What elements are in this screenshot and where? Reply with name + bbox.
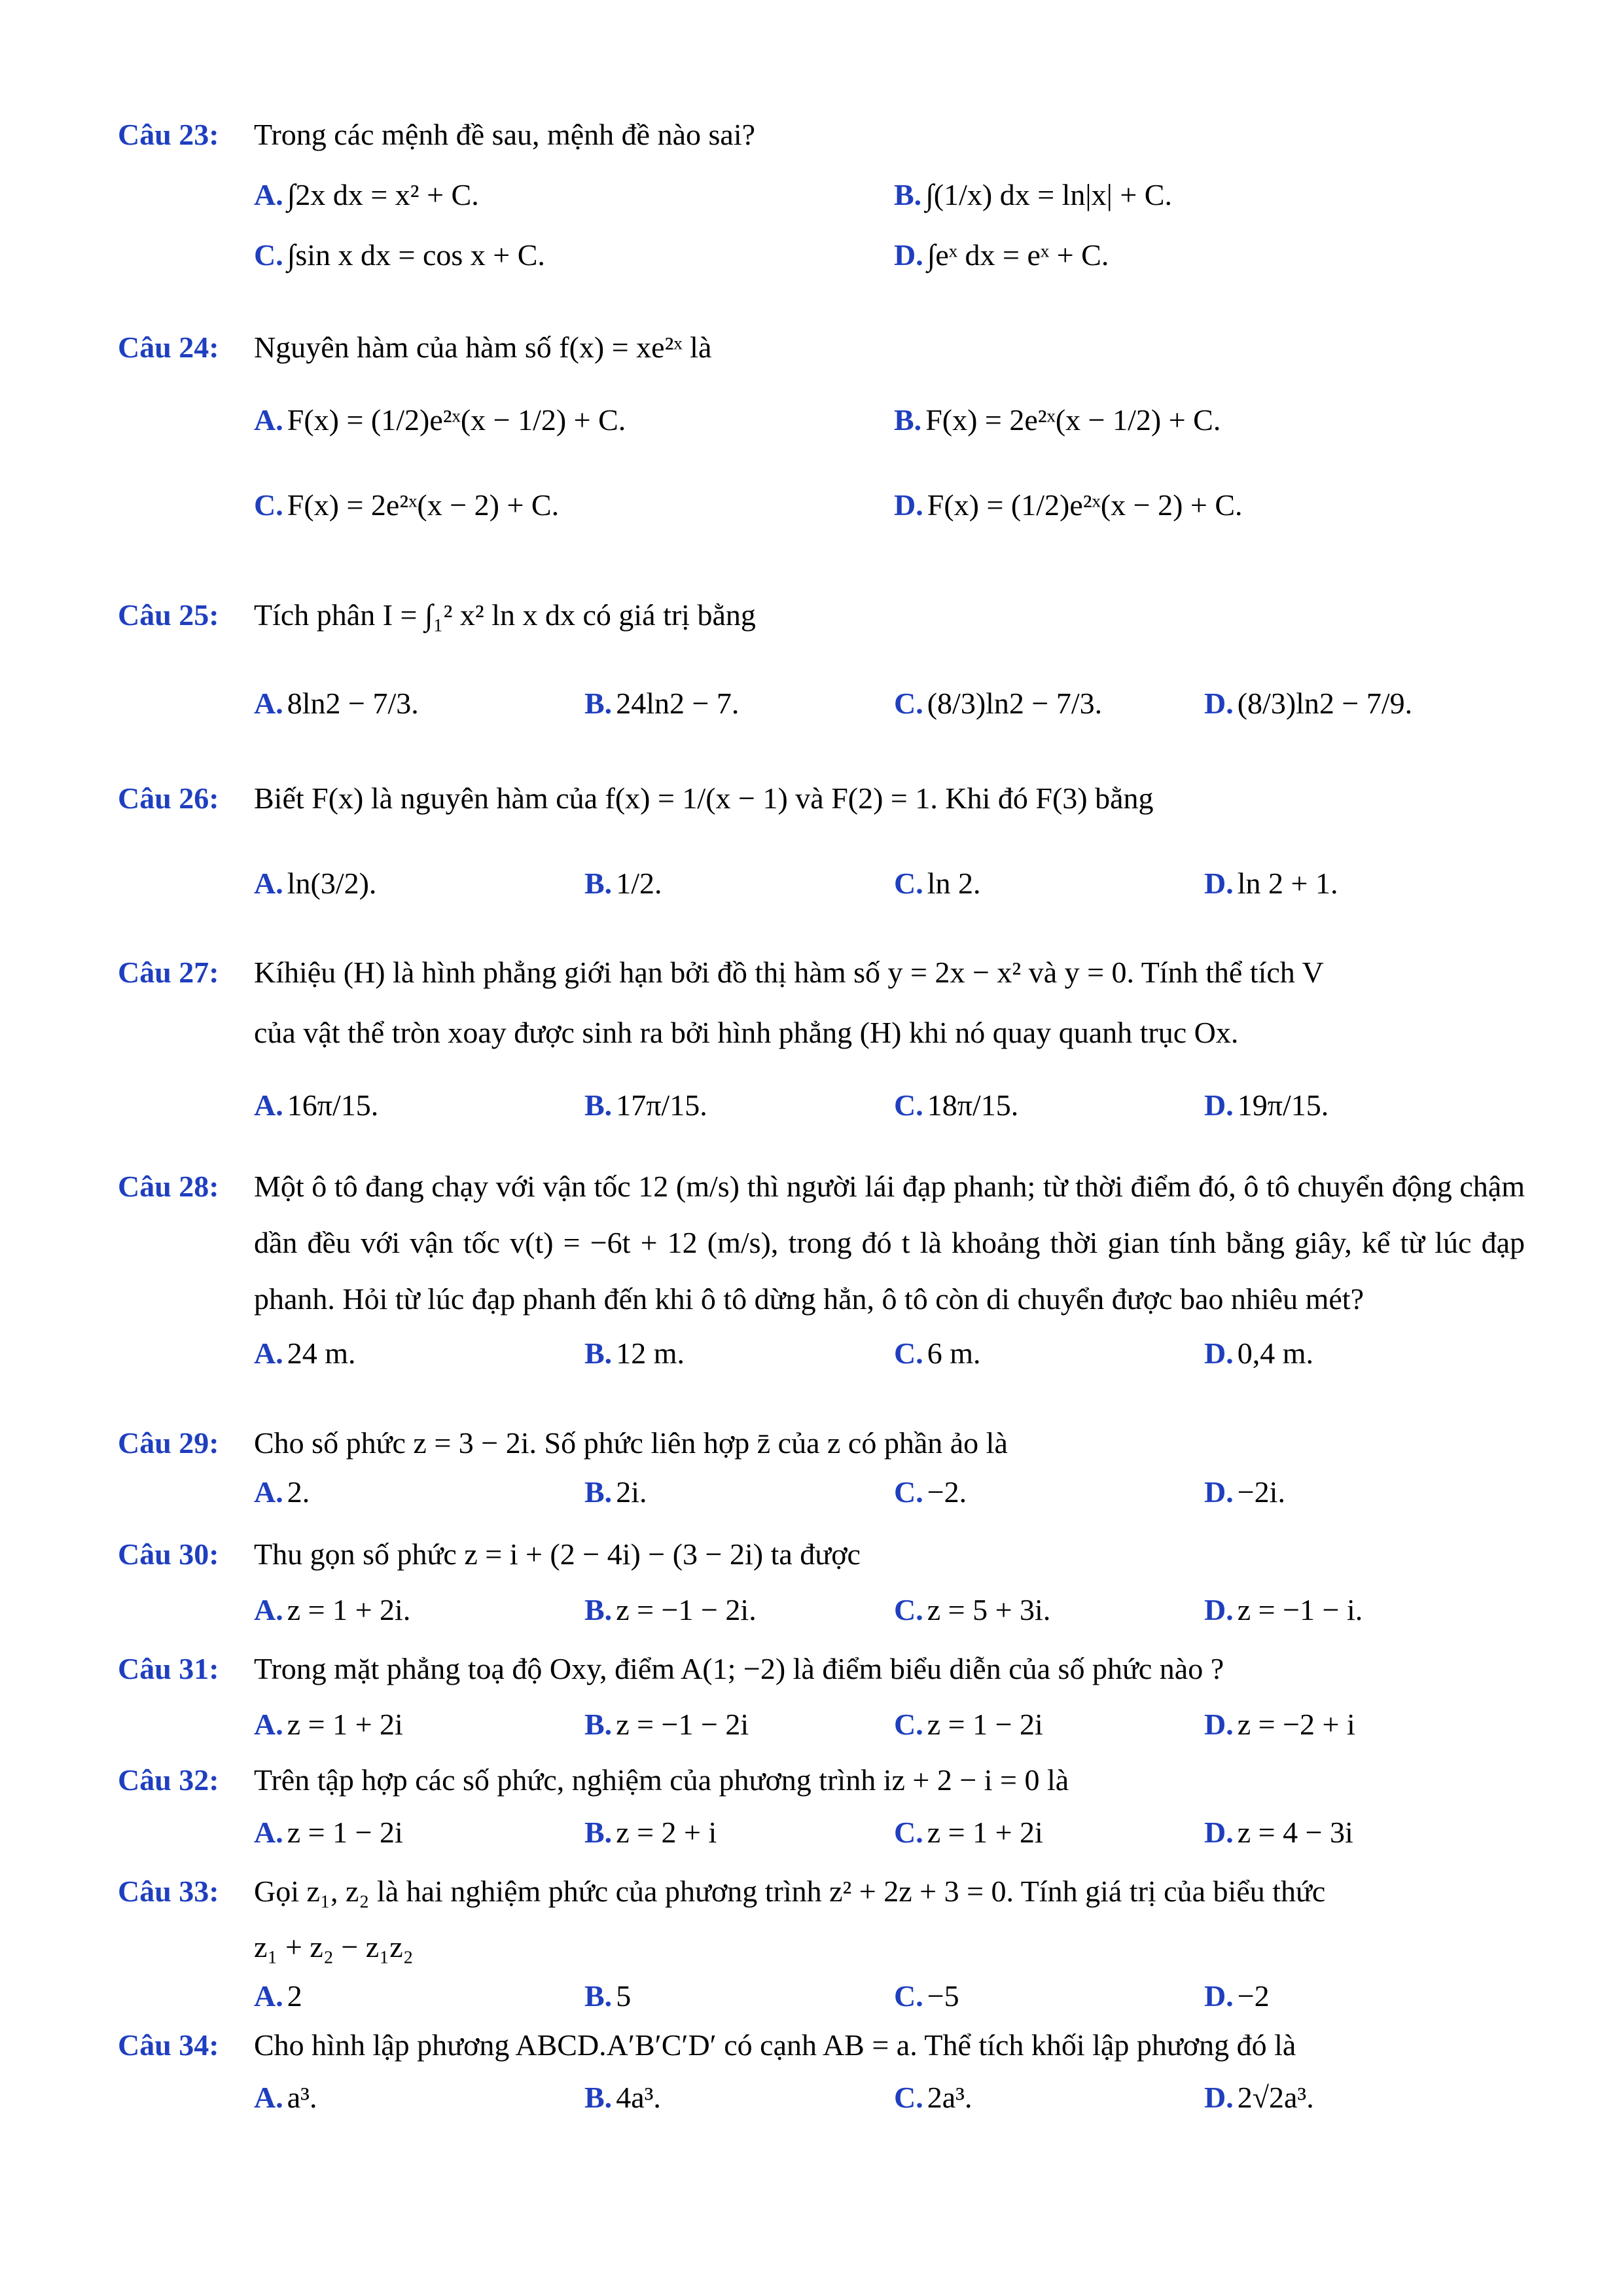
option-d[interactable]: D. z = 4 − 3i — [1204, 1816, 1353, 1849]
option-c[interactable]: C. z = 1 + 2i — [894, 1816, 1043, 1849]
option-a[interactable]: A. z = 1 + 2i. — [254, 1593, 411, 1626]
option-a[interactable]: A. z = 1 − 2i — [254, 1816, 403, 1849]
options-row — [254, 1973, 1525, 2019]
options-row — [254, 655, 1525, 753]
question-label: Câu 27: — [118, 956, 219, 989]
option-c[interactable]: C. (8/3)ln2 − 7/3. — [894, 687, 1103, 720]
question-label: Câu 31: — [118, 1652, 219, 1685]
question-26 — [118, 759, 1525, 929]
question-28 — [118, 1158, 1525, 1380]
question-text: Tích phân I = ∫₁² x² ln x dx có giá trị bằng — [254, 598, 756, 632]
option-d[interactable]: D. ln 2 + 1. — [1204, 867, 1338, 900]
options-row — [254, 2072, 1525, 2124]
option-b[interactable]: B. 2i. — [584, 1475, 647, 1509]
option-a[interactable]: A. 2. — [254, 1475, 310, 1509]
options-row — [254, 1063, 1525, 1148]
option-b[interactable]: B. z = −1 − 2i. — [584, 1593, 757, 1626]
question-text: Kíhiệu (H) là hình phẳng giới hạn bởi đồ thị hàm số y = 2x − x² và y = 0. Tính thể tích V — [254, 956, 1324, 989]
question-text: Cho số phức z = 3 − 2i. Số phức liên hợp z̄ của z có phần ảo là — [254, 1426, 1008, 1460]
question-25 — [118, 576, 1525, 753]
option-d[interactable]: D. 0,4 m. — [1204, 1336, 1314, 1370]
options-row — [254, 225, 1525, 285]
option-d[interactable]: D. z = −2 + i — [1204, 1708, 1355, 1741]
option-a[interactable]: A. z = 1 + 2i — [254, 1708, 403, 1741]
question-label: Câu 33: — [118, 1874, 219, 1908]
question-27 — [118, 942, 1525, 1148]
option-b[interactable]: B. 12 m. — [584, 1336, 685, 1370]
options-row — [254, 378, 1525, 463]
option-c[interactable]: C. 18π/15. — [894, 1088, 1019, 1122]
question-label: Câu 25: — [118, 598, 219, 632]
question-label: Câu 34: — [118, 2028, 219, 2062]
option-b[interactable]: B. 17π/15. — [584, 1088, 707, 1122]
options-row — [254, 1327, 1525, 1380]
option-d[interactable]: D. z = −1 − i. — [1204, 1593, 1363, 1626]
option-d[interactable]: D. 2√2a³. — [1204, 2081, 1314, 2114]
question-text: Gọi z₁, z₂ là hai nghiệm phức của phương trình z² + 2z + 3 = 0. Tính giá trị của biểu thức — [254, 1874, 1326, 1908]
question-text: Cho hình lập phương ABCD.A′B′C′D′ có cạnh AB = a. Thể tích khối lập phương đó là — [254, 2028, 1296, 2062]
question-text: Một ô tô đang chạy với vận tốc 12 (m/s) thì người lái đạp phanh; từ thời điểm đó, ô tô chuyển động chậm dần đều với vận tốc v(t) = −6t + 12 (m/s), trong đó t là khoảng thời gian tính bằng giây, kể từ lúc đạp phanh. Hỏi từ lúc đạp phanh đến khi ô tô dừng hẳn, ô tô còn di chuyển được bao nhiêu mét? — [254, 1170, 1525, 1316]
question-32 — [118, 1754, 1525, 1859]
question-label: Câu 26: — [118, 781, 219, 815]
option-d[interactable]: D. (8/3)ln2 − 7/9. — [1204, 687, 1413, 720]
option-b[interactable]: B. 5 — [584, 1979, 632, 2013]
option-c[interactable]: C. −5 — [894, 1979, 959, 2013]
option-d[interactable]: D. −2i. — [1204, 1475, 1285, 1509]
option-c[interactable]: C. 2a³. — [894, 2081, 972, 2114]
option-b[interactable]: B. z = 2 + i — [584, 1816, 717, 1849]
options-row — [254, 463, 1525, 548]
option-a[interactable]: A. 2 — [254, 1979, 302, 2013]
option-a[interactable]: A. 8ln2 − 7/3. — [254, 687, 419, 720]
options-row — [254, 1469, 1525, 1515]
question-label: Câu 28: — [118, 1170, 219, 1203]
option-b[interactable]: B. z = −1 − 2i — [584, 1708, 749, 1741]
option-c[interactable]: C. ln 2. — [894, 867, 981, 900]
option-b[interactable]: B. 4a³. — [584, 2081, 661, 2114]
option-b[interactable]: B. 24ln2 − 7. — [584, 687, 740, 720]
option-b[interactable]: B. 1/2. — [584, 867, 662, 900]
question-34 — [118, 2019, 1525, 2124]
options-row — [254, 1698, 1525, 1751]
question-text: Trong mặt phẳng toạ độ Oxy, điểm A(1; −2) là điểm biểu diễn của số phức nào ? — [254, 1652, 1224, 1685]
option-b[interactable]: B. F(x) = 2e²ˣ(x − 1/2) + C. — [894, 403, 1221, 437]
option-a[interactable]: A. F(x) = (1/2)e²ˣ(x − 1/2) + C. — [254, 403, 626, 437]
options-row — [254, 1806, 1525, 1859]
option-d[interactable]: D. F(x) = (1/2)e²ˣ(x − 2) + C. — [894, 488, 1243, 522]
question-30 — [118, 1525, 1525, 1636]
option-a[interactable]: A. ln(3/2). — [254, 867, 377, 900]
option-d[interactable]: D. 19π/15. — [1204, 1088, 1329, 1122]
question-label: Câu 32: — [118, 1763, 219, 1797]
option-a[interactable]: A. 16π/15. — [254, 1088, 379, 1122]
option-a[interactable]: A. a³. — [254, 2081, 317, 2114]
question-text-continued: của vật thể tròn xoay được sinh ra bởi hình phẳng (H) khi nó quay quanh trục Ox. — [254, 1016, 1239, 1049]
question-text: Trong các mệnh đề sau, mệnh đề nào sai? — [254, 118, 756, 151]
question-label: Câu 29: — [118, 1426, 219, 1460]
options-row — [254, 838, 1525, 929]
question-23 — [118, 105, 1525, 285]
question-label: Câu 23: — [118, 118, 219, 151]
option-c[interactable]: C. 6 m. — [894, 1336, 981, 1370]
question-29 — [118, 1417, 1525, 1515]
option-c[interactable]: C. F(x) = 2e²ˣ(x − 2) + C. — [254, 488, 560, 522]
question-label: Câu 24: — [118, 331, 219, 364]
expression: z₁ + z₂ − z₁z₂ — [254, 1930, 414, 1964]
question-31 — [118, 1640, 1525, 1751]
option-c[interactable]: C. −2. — [894, 1475, 967, 1509]
question-text: Trên tập hợp các số phức, nghiệm của phương trình iz + 2 − i = 0 là — [254, 1763, 1069, 1797]
option-a[interactable]: A. 24 m. — [254, 1336, 356, 1370]
question-33 — [118, 1862, 1525, 2019]
question-text: Thu gọn số phức z = i + (2 − 4i) − (3 − 2i) ta được — [254, 1537, 861, 1571]
option-a[interactable]: A. ∫2x dx = x² + C. — [254, 178, 479, 211]
option-c[interactable]: C. ∫sin x dx = cos x + C. — [254, 238, 545, 272]
options-row — [254, 165, 1525, 225]
options-row — [254, 1584, 1525, 1636]
option-d[interactable]: D. ∫eˣ dx = eˣ + C. — [894, 238, 1109, 272]
option-c[interactable]: C. z = 5 + 3i. — [894, 1593, 1051, 1626]
option-b[interactable]: B. ∫(1/x) dx = ln|x| + C. — [894, 178, 1172, 211]
option-c[interactable]: C. z = 1 − 2i — [894, 1708, 1043, 1741]
question-24 — [118, 317, 1525, 548]
question-label: Câu 30: — [118, 1537, 219, 1571]
question-text: Nguyên hàm của hàm số f(x) = xe²ˣ là — [254, 331, 712, 364]
option-d[interactable]: D. −2 — [1204, 1979, 1270, 2013]
question-text: Biết F(x) là nguyên hàm của f(x) = 1/(x − 1) và F(2) = 1. Khi đó F(3) bằng — [254, 781, 1154, 815]
